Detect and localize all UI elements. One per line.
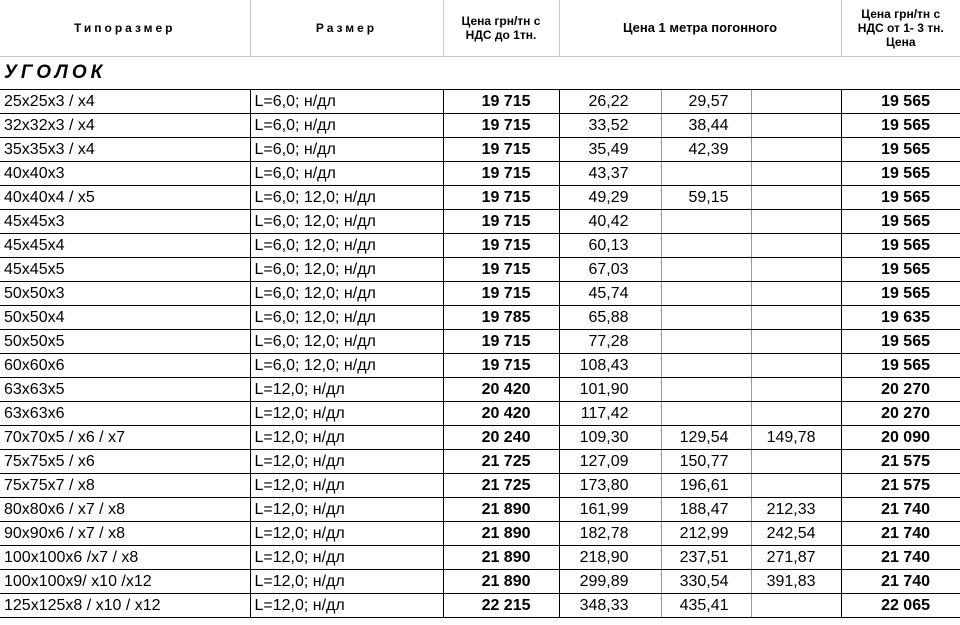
meter-price-1-cell: 109,30 xyxy=(559,426,661,450)
price-cell: 19 715 xyxy=(443,330,559,354)
price-bulk-cell: 20 270 xyxy=(841,402,960,426)
section-title: УГОЛОК xyxy=(0,57,960,90)
price-bulk-cell: 21 740 xyxy=(841,570,960,594)
price-bulk-cell: 19 565 xyxy=(841,234,960,258)
meter-price-3-cell xyxy=(751,186,841,210)
meter-price-1-cell: 173,80 xyxy=(559,474,661,498)
size-cell: L=12,0; н/дл xyxy=(250,450,443,474)
price-cell: 21 890 xyxy=(443,498,559,522)
meter-price-2-cell: 212,99 xyxy=(661,522,751,546)
type-cell: 50х50х4 xyxy=(0,306,250,330)
type-cell: 60х60х6 xyxy=(0,354,250,378)
meter-price-2-cell: 188,47 xyxy=(661,498,751,522)
table-row xyxy=(0,426,960,450)
meter-price-1-cell: 117,42 xyxy=(559,402,661,426)
meter-price-3-cell xyxy=(751,354,841,378)
meter-price-2-cell: 435,41 xyxy=(661,594,751,618)
size-cell: L=6,0; 12,0; н/дл xyxy=(250,282,443,306)
meter-price-1-cell: 43,37 xyxy=(559,162,661,186)
meter-price-1-cell: 299,89 xyxy=(559,570,661,594)
price-cell: 21 725 xyxy=(443,474,559,498)
size-cell: L=6,0; н/дл xyxy=(250,138,443,162)
meter-price-2-cell: 237,51 xyxy=(661,546,751,570)
table-row xyxy=(0,402,960,426)
table-row xyxy=(0,162,960,186)
meter-price-3-cell: 391,83 xyxy=(751,570,841,594)
table-row xyxy=(0,234,960,258)
type-cell: 125х125х8 / х10 / х12 xyxy=(0,594,250,618)
meter-price-1-cell: 218,90 xyxy=(559,546,661,570)
size-cell: L=6,0; 12,0; н/дл xyxy=(250,234,443,258)
type-cell: 63х63х6 xyxy=(0,402,250,426)
price-bulk-cell: 21 740 xyxy=(841,498,960,522)
size-cell: L=6,0; 12,0; н/дл xyxy=(250,354,443,378)
table-row xyxy=(0,450,960,474)
meter-price-3-cell xyxy=(751,378,841,402)
meter-price-1-cell: 65,88 xyxy=(559,306,661,330)
meter-price-3-cell: 242,54 xyxy=(751,522,841,546)
price-cell: 19 715 xyxy=(443,282,559,306)
meter-price-3-cell xyxy=(751,234,841,258)
price-bulk-cell: 20 270 xyxy=(841,378,960,402)
meter-price-3-cell: 212,33 xyxy=(751,498,841,522)
meter-price-2-cell: 59,15 xyxy=(661,186,751,210)
price-cell: 19 715 xyxy=(443,162,559,186)
size-cell: L=12,0; н/дл xyxy=(250,594,443,618)
price-bulk-cell: 19 565 xyxy=(841,90,960,114)
price-cell: 19 715 xyxy=(443,138,559,162)
meter-price-3-cell xyxy=(751,162,841,186)
price-bulk-cell: 19 565 xyxy=(841,330,960,354)
size-cell: L=6,0; 12,0; н/дл xyxy=(250,186,443,210)
price-bulk-cell: 21 740 xyxy=(841,546,960,570)
meter-price-2-cell xyxy=(661,402,751,426)
price-bulk-cell: 19 635 xyxy=(841,306,960,330)
header-size: Размер xyxy=(250,0,443,57)
size-cell: L=12,0; н/дл xyxy=(250,426,443,450)
price-bulk-cell: 20 090 xyxy=(841,426,960,450)
type-cell: 40х40х3 xyxy=(0,162,250,186)
meter-price-1-cell: 161,99 xyxy=(559,498,661,522)
type-cell: 80х80х6 / х7 / х8 xyxy=(0,498,250,522)
price-cell: 19 715 xyxy=(443,210,559,234)
price-cell: 20 240 xyxy=(443,426,559,450)
price-bulk-cell: 19 565 xyxy=(841,354,960,378)
meter-price-3-cell: 149,78 xyxy=(751,426,841,450)
meter-price-2-cell xyxy=(661,282,751,306)
table-row xyxy=(0,594,960,618)
type-cell: 63х63х5 xyxy=(0,378,250,402)
meter-price-1-cell: 77,28 xyxy=(559,330,661,354)
meter-price-2-cell: 196,61 xyxy=(661,474,751,498)
section-row xyxy=(0,57,960,90)
price-cell: 20 420 xyxy=(443,402,559,426)
type-cell: 100х100х9/ х10 /х12 xyxy=(0,570,250,594)
price-bulk-cell: 19 565 xyxy=(841,258,960,282)
type-cell: 45х45х5 xyxy=(0,258,250,282)
meter-price-3-cell xyxy=(751,90,841,114)
table-row xyxy=(0,570,960,594)
price-bulk-cell: 19 565 xyxy=(841,114,960,138)
meter-price-3-cell xyxy=(751,138,841,162)
meter-price-1-cell: 108,43 xyxy=(559,354,661,378)
size-cell: L=6,0; 12,0; н/дл xyxy=(250,258,443,282)
meter-price-2-cell: 150,77 xyxy=(661,450,751,474)
price-bulk-cell: 19 565 xyxy=(841,282,960,306)
size-cell: L=6,0; н/дл xyxy=(250,162,443,186)
size-cell: L=12,0; н/дл xyxy=(250,546,443,570)
size-cell: L=12,0; н/дл xyxy=(250,570,443,594)
type-cell: 35х35х3 / х4 xyxy=(0,138,250,162)
meter-price-1-cell: 60,13 xyxy=(559,234,661,258)
meter-price-2-cell xyxy=(661,258,751,282)
price-cell: 19 715 xyxy=(443,186,559,210)
meter-price-2-cell xyxy=(661,162,751,186)
size-cell: L=6,0; н/дл xyxy=(250,114,443,138)
meter-price-1-cell: 101,90 xyxy=(559,378,661,402)
size-cell: L=6,0; н/дл xyxy=(250,90,443,114)
price-cell: 21 890 xyxy=(443,522,559,546)
meter-price-1-cell: 127,09 xyxy=(559,450,661,474)
header-row xyxy=(0,0,960,57)
type-cell: 45х45х4 xyxy=(0,234,250,258)
table-row xyxy=(0,522,960,546)
meter-price-1-cell: 33,52 xyxy=(559,114,661,138)
type-cell: 40х40х4 / х5 xyxy=(0,186,250,210)
table-row xyxy=(0,378,960,402)
table-row xyxy=(0,90,960,114)
size-cell: L=6,0; 12,0; н/дл xyxy=(250,306,443,330)
type-cell: 25х25х3 / х4 xyxy=(0,90,250,114)
meter-price-3-cell xyxy=(751,402,841,426)
header-price-bulk: Цена грн/тн с НДС от 1- 3 тн. Цена xyxy=(841,0,960,57)
table-row xyxy=(0,282,960,306)
meter-price-1-cell: 26,22 xyxy=(559,90,661,114)
meter-price-1-cell: 182,78 xyxy=(559,522,661,546)
price-bulk-cell: 21 740 xyxy=(841,522,960,546)
table-row xyxy=(0,258,960,282)
table-row xyxy=(0,114,960,138)
meter-price-2-cell xyxy=(661,354,751,378)
meter-price-1-cell: 40,42 xyxy=(559,210,661,234)
meter-price-1-cell: 49,29 xyxy=(559,186,661,210)
price-bulk-cell: 19 565 xyxy=(841,162,960,186)
meter-price-2-cell xyxy=(661,378,751,402)
price-cell: 21 890 xyxy=(443,546,559,570)
table-row xyxy=(0,474,960,498)
type-cell: 75х75х7 / х8 xyxy=(0,474,250,498)
meter-price-1-cell: 45,74 xyxy=(559,282,661,306)
meter-price-3-cell xyxy=(751,114,841,138)
table-row xyxy=(0,330,960,354)
meter-price-2-cell xyxy=(661,306,751,330)
meter-price-2-cell: 29,57 xyxy=(661,90,751,114)
type-cell: 100х100х6 /х7 / х8 xyxy=(0,546,250,570)
price-cell: 20 420 xyxy=(443,378,559,402)
meter-price-2-cell xyxy=(661,234,751,258)
price-cell: 19 785 xyxy=(443,306,559,330)
meter-price-3-cell xyxy=(751,450,841,474)
price-cell: 19 715 xyxy=(443,354,559,378)
table-row xyxy=(0,546,960,570)
meter-price-2-cell xyxy=(661,210,751,234)
size-cell: L=6,0; 12,0; н/дл xyxy=(250,330,443,354)
type-cell: 50х50х3 xyxy=(0,282,250,306)
table-row xyxy=(0,186,960,210)
price-bulk-cell: 19 565 xyxy=(841,138,960,162)
table-row xyxy=(0,354,960,378)
meter-price-3-cell xyxy=(751,282,841,306)
meter-price-2-cell: 42,39 xyxy=(661,138,751,162)
price-bulk-cell: 22 065 xyxy=(841,594,960,618)
size-cell: L=12,0; н/дл xyxy=(250,378,443,402)
size-cell: L=6,0; 12,0; н/дл xyxy=(250,210,443,234)
meter-price-3-cell xyxy=(751,594,841,618)
size-cell: L=12,0; н/дл xyxy=(250,522,443,546)
meter-price-3-cell: 271,87 xyxy=(751,546,841,570)
table-row xyxy=(0,306,960,330)
meter-price-2-cell: 330,54 xyxy=(661,570,751,594)
type-cell: 45х45х3 xyxy=(0,210,250,234)
table-row xyxy=(0,138,960,162)
price-cell: 22 215 xyxy=(443,594,559,618)
price-cell: 19 715 xyxy=(443,234,559,258)
meter-price-2-cell xyxy=(661,330,751,354)
header-price: Цена грн/тн с НДС до 1тн. xyxy=(443,0,559,57)
header-type: Типоразмер xyxy=(0,0,250,57)
size-cell: L=12,0; н/дл xyxy=(250,498,443,522)
meter-price-3-cell xyxy=(751,258,841,282)
header-meter-price: Цена 1 метра погонного xyxy=(559,0,841,57)
type-cell: 70х70х5 / х6 / х7 xyxy=(0,426,250,450)
meter-price-2-cell: 129,54 xyxy=(661,426,751,450)
price-cell: 21 890 xyxy=(443,570,559,594)
meter-price-1-cell: 35,49 xyxy=(559,138,661,162)
size-cell: L=12,0; н/дл xyxy=(250,474,443,498)
price-bulk-cell: 19 565 xyxy=(841,186,960,210)
type-cell: 50х50х5 xyxy=(0,330,250,354)
table-row xyxy=(0,210,960,234)
price-cell: 21 725 xyxy=(443,450,559,474)
table-row xyxy=(0,498,960,522)
type-cell: 32х32х3 / х4 xyxy=(0,114,250,138)
meter-price-3-cell xyxy=(751,474,841,498)
price-cell: 19 715 xyxy=(443,90,559,114)
price-cell: 19 715 xyxy=(443,258,559,282)
meter-price-3-cell xyxy=(751,210,841,234)
type-cell: 75х75х5 / х6 xyxy=(0,450,250,474)
meter-price-1-cell: 67,03 xyxy=(559,258,661,282)
type-cell: 90х90х6 / х7 / х8 xyxy=(0,522,250,546)
price-bulk-cell: 21 575 xyxy=(841,450,960,474)
price-cell: 19 715 xyxy=(443,114,559,138)
meter-price-1-cell: 348,33 xyxy=(559,594,661,618)
size-cell: L=12,0; н/дл xyxy=(250,402,443,426)
meter-price-2-cell: 38,44 xyxy=(661,114,751,138)
meter-price-3-cell xyxy=(751,330,841,354)
price-bulk-cell: 19 565 xyxy=(841,210,960,234)
meter-price-3-cell xyxy=(751,306,841,330)
price-bulk-cell: 21 575 xyxy=(841,474,960,498)
